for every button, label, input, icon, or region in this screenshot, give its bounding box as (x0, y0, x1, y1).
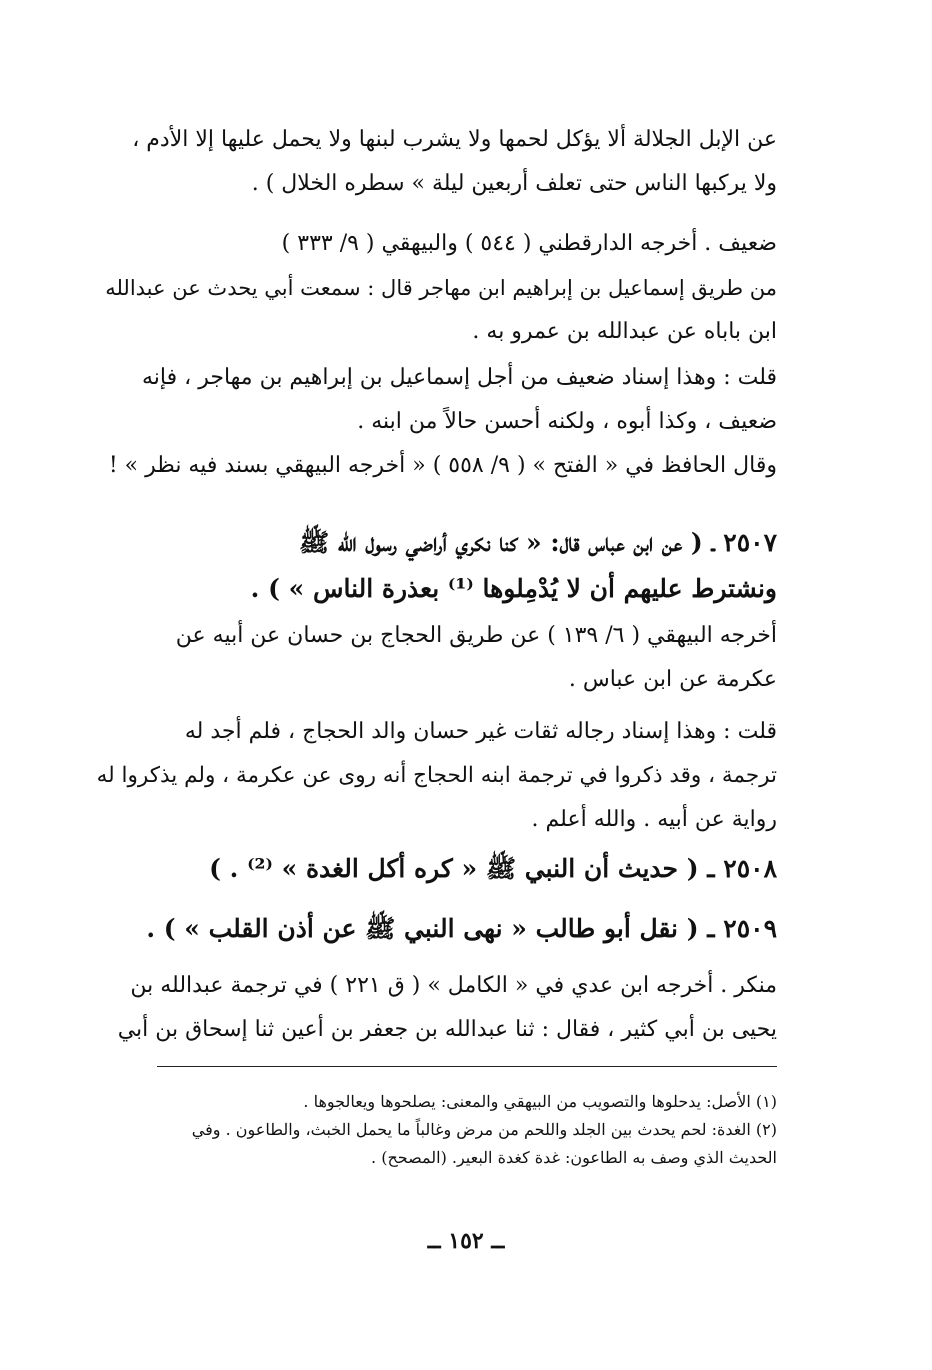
text-line: ابن باباه عن عبدالله بن عمرو به . (472, 319, 777, 344)
text-line: ضعيف . أخرجه الدارقطني ( ٥٤٤ ) والبيهقي ( ٩/ ٣٣٣ ) (281, 231, 777, 256)
text-line: رواية عن أبيه . والله أعلم . (531, 807, 777, 832)
text-line: ضعيف ، وكذا أبوه ، ولكنه أحسن حالاً من ابنه . (357, 409, 777, 434)
hadith-line: ونشترط عليهم أن لا يُدْمِلوها ⁽¹⁾ بعذرة الناس » ) . (250, 574, 777, 603)
hadith-2509 (97, 906, 777, 952)
text-line: ولا يركبها الناس حتى تعلف أربعين ليلة » سطره الخلال ) . (251, 171, 777, 196)
footnote-2-continued: الحديث الذي وصف به الطاعون: غدة كغدة البعير. (المصحح) . (371, 1148, 777, 1167)
footnote-2: (٢) الغدة: لحم يحدث بين الجلد واللحم من مرض وغالباً ما يحمل الخبث، والطاعون . وفي (191, 1120, 777, 1139)
hadith-line: ٢٥٠٧ ـ ( عن ابن عباس قال: « كنا نكري أراضي رسول الله ﷺ (299, 528, 777, 557)
page-number: ــ ١٥٢ ــ (427, 1228, 505, 1254)
paragraph-qultu-hassan (97, 710, 777, 842)
footnote-divider (157, 1066, 777, 1067)
text-line: عن الإبل الجلالة ألا يؤكل لحمها ولا يشرب لبنها ولا يحمل عليها إلا الأدم ، (132, 127, 777, 152)
text-line: قلت : وهذا إسناد ضعيف من أجل إسماعيل بن إبراهيم بن مهاجر ، فإنه (141, 365, 777, 390)
text-line: منكر . أخرجه ابن عدي في « الكامل » ( ق ٢٢١ ) في ترجمة عبدالله بن (130, 973, 777, 998)
footnote-1: (١) الأصل: يدحلوها والتصويب من البيهقي والمعنى: يصلحوها ويعالجوها . (303, 1092, 777, 1111)
text-line: من طريق إسماعيل بن إبراهيم ابن مهاجر قال : سمعت أبي يحدث عن عبدالله (105, 276, 777, 300)
paragraph-munkar-ibn-adi (97, 964, 777, 1052)
text-line: قلت : وهذا إسناد رجاله ثقات غير حسان والد الحجاج ، فلم أجد له (184, 719, 777, 744)
paragraph-hafiz-fath (97, 444, 777, 488)
paragraph-qultu-ismail (97, 356, 777, 444)
footnotes (97, 1088, 777, 1172)
text-line: وقال الحافظ في « الفتح » ( ٩/ ٥٥٨ ) « أخرجه البيهقي بسند فيه نظر » ! (108, 453, 777, 478)
hadith-2508 (97, 846, 777, 892)
paragraph-takhrij-bayhaqi (97, 614, 777, 702)
text-line: يحيى بن أبي كثير ، فقال : ثنا عبدالله بن جعفر بن أعين ثنا إسحاق بن أبي (117, 1017, 777, 1042)
paragraph-jallala-text (97, 118, 777, 206)
text-line: ترجمة ، وقد ذكروا في ترجمة ابنه الحجاج أنه روى عن عكرمة ، ولم يذكروا له (96, 763, 777, 788)
hadith-line: ٢٥٠٩ ـ ( نقل أبو طالب « نهى النبي ﷺ عن أذن القلب » ) . (146, 914, 777, 943)
text-line: عكرمة عن ابن عباس . (568, 667, 777, 692)
hadith-line: ٢٥٠٨ ـ ( حديث أن النبي ﷺ « كره أكل الغدة » ⁽²⁾ . ) (209, 854, 777, 883)
text-line: أخرجه البيهقي ( ٦/ ١٣٩ ) عن طريق الحجاج بن حسان عن أبيه عن (175, 623, 777, 648)
hadith-2507 (97, 520, 777, 612)
paragraph-takhrij-daraqutni (97, 222, 777, 354)
